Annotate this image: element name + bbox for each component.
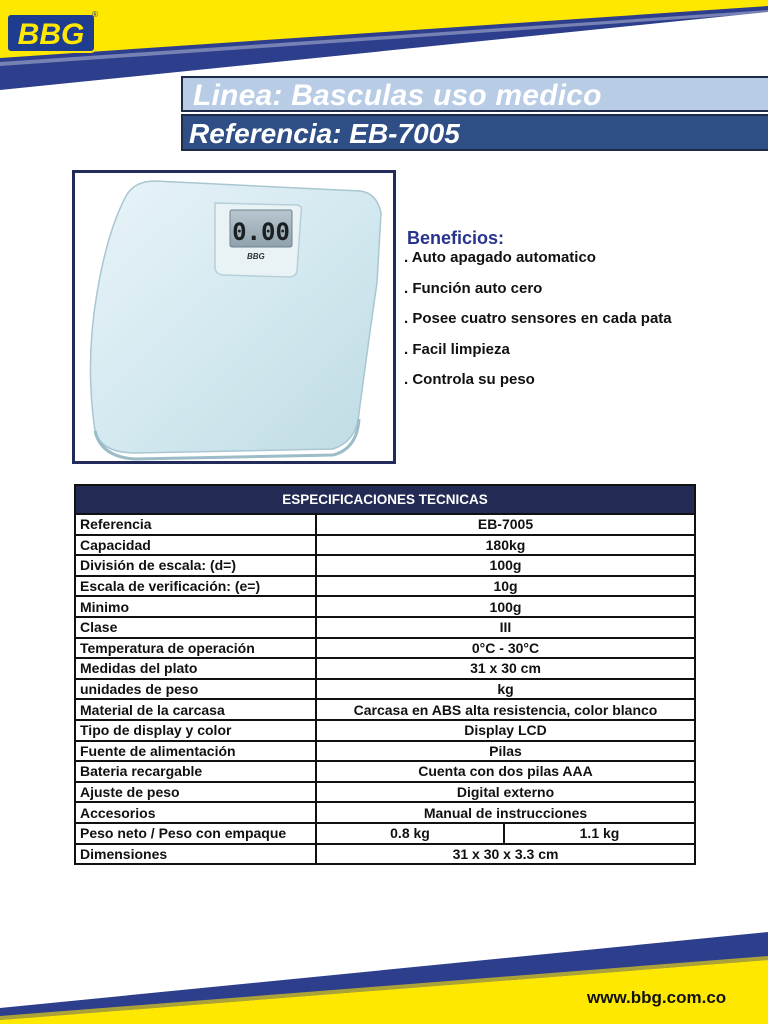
spec-label: Accesorios: [75, 802, 316, 823]
benefit-item: . Controla su peso: [404, 371, 535, 388]
footer-url[interactable]: www.bbg.com.co: [587, 988, 727, 1007]
reference-title: Referencia: EB-7005: [189, 118, 460, 149]
table-row: [75, 555, 695, 576]
scale-brand-mark: BBG: [247, 252, 265, 261]
spec-value: 10g: [316, 576, 695, 597]
benefit-item: . Auto apagado automatico: [404, 249, 596, 266]
spec-label: Temperatura de operación: [75, 638, 316, 659]
spec-label: Clase: [75, 617, 316, 638]
spec-label: Fuente de alimentación: [75, 741, 316, 762]
spec-label: Minimo: [75, 596, 316, 617]
specs-header-row: [75, 485, 695, 514]
spec-label: Medidas del plato: [75, 658, 316, 679]
spec-value: Cuenta con dos pilas AAA: [316, 761, 695, 782]
table-row: [75, 823, 695, 844]
spec-value: Carcasa en ABS alta resistencia, color blanco: [316, 699, 695, 720]
spec-value: Digital externo: [316, 782, 695, 803]
table-row: [75, 576, 695, 597]
net-weight-value: 0.8 kg: [316, 823, 504, 844]
table-row: [75, 617, 695, 638]
table-row: [75, 741, 695, 762]
spec-label: Referencia: [75, 514, 316, 535]
scale-illustration: [75, 173, 393, 461]
spec-value: 31 x 30 cm: [316, 658, 695, 679]
table-row: [75, 638, 695, 659]
line-title: Linea: Basculas uso medico: [193, 79, 602, 112]
benefit-item: . Posee cuatro sensores en cada pata: [404, 310, 672, 327]
benefits-title: Beneficios:: [407, 228, 505, 248]
table-row: [75, 844, 695, 865]
table-row: [75, 782, 695, 803]
spec-label: Dimensiones: [75, 844, 316, 865]
bottom-banner-graphic: [0, 930, 768, 1024]
registered-mark: ®: [92, 10, 98, 19]
spec-value: 100g: [316, 555, 695, 576]
table-row: [75, 802, 695, 823]
table-row: [75, 658, 695, 679]
table-row: [75, 761, 695, 782]
spec-label: Peso neto / Peso con empaque: [75, 823, 316, 844]
spec-value: 180kg: [316, 535, 695, 556]
logo-text: BBG: [17, 18, 85, 51]
spec-value: 100g: [316, 596, 695, 617]
benefits-list: [404, 248, 672, 401]
spec-value: kg: [316, 679, 695, 700]
lcd-digits: 0.00: [232, 218, 290, 246]
specs-table: [74, 484, 696, 865]
table-row: [75, 514, 695, 535]
spec-value: 0°C - 30°C: [316, 638, 695, 659]
spec-label: unidades de peso: [75, 679, 316, 700]
spec-value: EB-7005: [316, 514, 695, 535]
specs-header: ESPECIFICACIONES TECNICAS: [75, 485, 695, 514]
spec-value: III: [316, 617, 695, 638]
benefit-item: . Facil limpieza: [404, 340, 510, 358]
table-row: [75, 720, 695, 741]
spec-label: Ajuste de peso: [75, 782, 316, 803]
spec-value: 31 x 30 x 3.3 cm: [316, 844, 695, 865]
product-photo: [72, 170, 396, 464]
spec-label: Escala de verificación: (e=): [75, 576, 316, 597]
spec-label: División de escala: (d=): [75, 555, 316, 576]
table-row: [75, 679, 695, 700]
table-row: [75, 699, 695, 720]
spec-label: Tipo de display y color: [75, 720, 316, 741]
spec-value: Manual de instrucciones: [316, 802, 695, 823]
bbg-logo: [6, 8, 98, 54]
table-row: [75, 596, 695, 617]
spec-value: Display LCD: [316, 720, 695, 741]
spec-label: Material de la carcasa: [75, 699, 316, 720]
gross-weight-value: 1.1 kg: [504, 823, 695, 844]
spec-label: Bateria recargable: [75, 761, 316, 782]
reference-title-bar: [181, 114, 768, 151]
spec-label: Capacidad: [75, 535, 316, 556]
table-row: [75, 535, 695, 556]
spec-value: Pilas: [316, 741, 695, 762]
benefit-item: . Función auto cero: [404, 279, 543, 297]
bottom-banner: [0, 930, 768, 1024]
line-title-bar: [181, 76, 768, 112]
